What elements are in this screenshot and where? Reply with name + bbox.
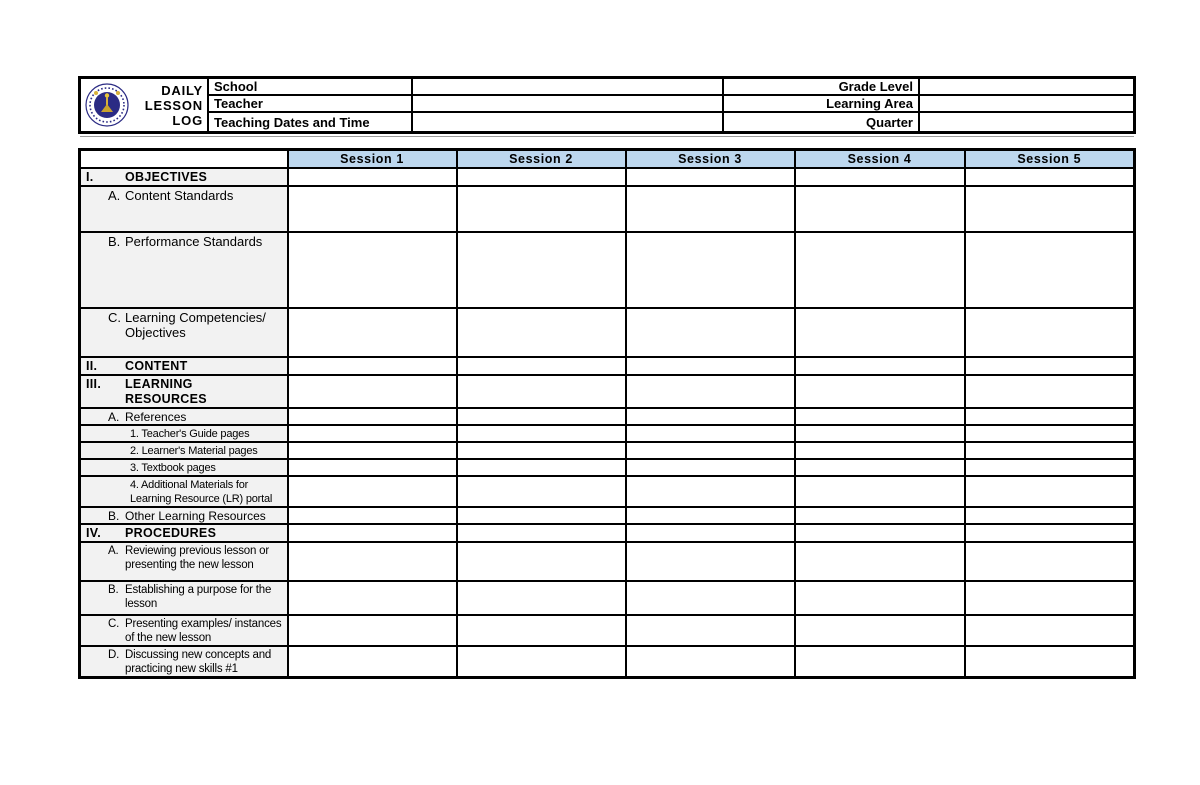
row-presenting-examples — [80, 615, 1135, 646]
session-cell[interactable] — [795, 425, 965, 442]
row-procedures — [80, 524, 1135, 542]
row-content-standards — [80, 186, 1135, 232]
session-cell[interactable] — [626, 168, 795, 186]
row-establishing-purpose — [80, 581, 1135, 615]
session-cell[interactable] — [795, 646, 965, 678]
session-cell[interactable] — [457, 646, 626, 678]
session-cell[interactable] — [965, 524, 1135, 542]
session-cell[interactable] — [795, 168, 965, 186]
session-cell[interactable] — [457, 168, 626, 186]
row-label: 3. Textbook pages — [130, 461, 216, 474]
row-label: References — [125, 409, 187, 424]
session-cell[interactable] — [795, 308, 965, 357]
session-cell[interactable] — [965, 357, 1135, 375]
session-cell[interactable] — [965, 507, 1135, 524]
session-cell[interactable] — [457, 308, 626, 357]
session-cell[interactable] — [288, 168, 457, 186]
row-label: Presenting examples/ instances of the new lesson — [125, 617, 282, 644]
row-marker: III. — [86, 376, 102, 391]
row-marker: A. — [108, 409, 120, 424]
session-cell[interactable] — [795, 476, 965, 507]
quarter-label: Quarter — [724, 113, 920, 131]
row-label: Reviewing previous lesson or presenting the new lesson — [125, 544, 269, 571]
session-cell[interactable] — [626, 581, 795, 615]
row-label: Other Learning Resources — [125, 508, 266, 523]
row-additional-materials — [80, 476, 1135, 507]
session-header-row — [80, 150, 1135, 168]
row-learners-material — [80, 442, 1135, 459]
session-cell[interactable] — [795, 357, 965, 375]
session-cell[interactable] — [965, 542, 1135, 581]
session-cell[interactable] — [965, 168, 1135, 186]
row-label: Establishing a purpose for the lesson — [125, 583, 272, 610]
teaching-dates-value-field[interactable] — [413, 113, 724, 131]
session-cell[interactable] — [457, 442, 626, 459]
teaching-dates-label: Teaching Dates and Time — [209, 113, 413, 131]
session-cell[interactable] — [288, 507, 457, 524]
row-label: Discussing new concepts and practicing new skills #1 — [125, 648, 272, 675]
row-marker: D. — [108, 648, 120, 661]
row-teachers-guide — [80, 425, 1135, 442]
session-cell[interactable] — [288, 186, 457, 232]
row-marker: B. — [108, 508, 120, 523]
session-cell[interactable] — [795, 542, 965, 581]
session-cell[interactable] — [626, 615, 795, 646]
session-cell[interactable] — [457, 581, 626, 615]
session-cell[interactable] — [288, 232, 457, 308]
header-box — [78, 76, 1136, 134]
session-2-header: Session 2 — [457, 150, 626, 168]
row-marker: C. — [108, 617, 120, 630]
row-reviewing-previous-lesson — [80, 542, 1135, 581]
session-cell[interactable] — [626, 542, 795, 581]
header-fields-grid — [209, 79, 1133, 131]
session-cell[interactable] — [965, 308, 1135, 357]
session-cell[interactable] — [457, 459, 626, 476]
row-label: 4. Additional Materials for Learning Resource (LR) portal — [130, 478, 273, 505]
session-cell[interactable] — [965, 476, 1135, 507]
session-cell[interactable] — [457, 425, 626, 442]
session-cell[interactable] — [457, 232, 626, 308]
row-label: OBJECTIVES — [125, 169, 208, 184]
session-cell[interactable] — [288, 375, 457, 408]
session-cell[interactable] — [457, 507, 626, 524]
row-label: Performance Standards — [125, 233, 263, 249]
grade-level-label: Grade Level — [724, 79, 920, 96]
row-label: Content Standards — [125, 187, 234, 203]
session-cell[interactable] — [288, 408, 457, 425]
session-cell[interactable] — [626, 408, 795, 425]
session-cell[interactable] — [795, 615, 965, 646]
deped-seal-icon — [85, 83, 129, 127]
doc-title-line: DAILY — [161, 82, 203, 98]
doc-title — [129, 83, 207, 128]
row-objectives — [80, 168, 1135, 186]
session-cell[interactable] — [795, 459, 965, 476]
doc-title-line: LOG — [172, 112, 203, 128]
session-cell[interactable] — [965, 615, 1135, 646]
grade-level-value-field[interactable] — [920, 79, 1133, 96]
row-label: Learning Competencies/ Objectives — [125, 309, 266, 340]
session-cell[interactable] — [288, 524, 457, 542]
session-cell[interactable] — [626, 442, 795, 459]
session-cell[interactable] — [795, 408, 965, 425]
session-cell[interactable] — [288, 581, 457, 615]
row-textbook — [80, 459, 1135, 476]
session-cell[interactable] — [457, 615, 626, 646]
session-cell[interactable] — [457, 186, 626, 232]
session-cell[interactable] — [288, 476, 457, 507]
session-cell[interactable] — [965, 408, 1135, 425]
row-learning-competencies — [80, 308, 1135, 357]
quarter-value-field[interactable] — [920, 113, 1133, 131]
session-cell[interactable] — [288, 442, 457, 459]
row-label: PROCEDURES — [125, 525, 217, 540]
session-cell[interactable] — [965, 425, 1135, 442]
session-cell[interactable] — [795, 581, 965, 615]
session-cell[interactable] — [626, 459, 795, 476]
session-cell[interactable] — [626, 357, 795, 375]
session-cell[interactable] — [965, 459, 1135, 476]
session-cell[interactable] — [457, 408, 626, 425]
session-4-header: Session 4 — [795, 150, 965, 168]
session-cell[interactable] — [626, 425, 795, 442]
session-cell[interactable] — [288, 542, 457, 581]
learning-area-label: Learning Area — [724, 96, 920, 113]
session-cell[interactable] — [288, 615, 457, 646]
session-cell[interactable] — [965, 186, 1135, 232]
school-value-field[interactable] — [413, 79, 724, 96]
session-cell[interactable] — [795, 375, 965, 408]
session-cell[interactable] — [626, 476, 795, 507]
row-marker: C. — [108, 309, 121, 325]
dll-table — [78, 148, 1136, 679]
row-marker: B. — [108, 233, 121, 249]
header-divider — [80, 136, 1134, 137]
doc-title-line: LESSON — [144, 97, 203, 113]
session-cell[interactable] — [965, 581, 1135, 615]
session-cell[interactable] — [626, 507, 795, 524]
teacher-label: Teacher — [209, 96, 413, 113]
row-references — [80, 408, 1135, 425]
row-marker: II. — [86, 358, 98, 373]
session-cell[interactable] — [965, 646, 1135, 678]
session-cell[interactable] — [795, 442, 965, 459]
teacher-value-field[interactable] — [413, 96, 724, 113]
session-cell[interactable] — [288, 357, 457, 375]
school-label: School — [209, 79, 413, 96]
session-cell[interactable] — [457, 524, 626, 542]
session-cell[interactable] — [626, 186, 795, 232]
row-label: 2. Learner's Material pages — [130, 444, 258, 457]
session-cell[interactable] — [626, 375, 795, 408]
session-cell[interactable] — [626, 524, 795, 542]
session-cell[interactable] — [288, 425, 457, 442]
session-1-header: Session 1 — [288, 150, 457, 168]
session-cell[interactable] — [288, 308, 457, 357]
row-other-learning-resources — [80, 507, 1135, 524]
session-cell[interactable] — [457, 375, 626, 408]
row-label: LEARNING RESOURCES — [125, 376, 207, 406]
row-marker: I. — [86, 169, 94, 184]
session-cell[interactable] — [626, 646, 795, 678]
learning-area-value-field[interactable] — [920, 96, 1133, 113]
row-content — [80, 357, 1135, 375]
session-cell[interactable] — [457, 542, 626, 581]
session-cell[interactable] — [457, 476, 626, 507]
row-learning-resources — [80, 375, 1135, 408]
corner-cell — [80, 150, 288, 168]
row-marker: B. — [108, 583, 119, 596]
row-marker: A. — [108, 187, 121, 203]
session-cell[interactable] — [965, 442, 1135, 459]
session-cell[interactable] — [795, 524, 965, 542]
row-marker: IV. — [86, 525, 102, 540]
row-label: CONTENT — [125, 358, 188, 373]
row-label: 1. Teacher's Guide pages — [130, 427, 250, 440]
session-cell[interactable] — [795, 232, 965, 308]
session-5-header: Session 5 — [965, 150, 1135, 168]
session-cell[interactable] — [626, 308, 795, 357]
session-cell[interactable] — [288, 459, 457, 476]
header-left-cell — [81, 79, 209, 131]
session-cell[interactable] — [288, 646, 457, 678]
row-performance-standards — [80, 232, 1135, 308]
session-cell[interactable] — [457, 357, 626, 375]
session-cell[interactable] — [965, 375, 1135, 408]
session-cell[interactable] — [795, 186, 965, 232]
session-cell[interactable] — [795, 507, 965, 524]
session-3-header: Session 3 — [626, 150, 795, 168]
session-cell[interactable] — [965, 232, 1135, 308]
row-discussing-new-concepts — [80, 646, 1135, 678]
row-marker: A. — [108, 544, 119, 557]
session-cell[interactable] — [626, 232, 795, 308]
